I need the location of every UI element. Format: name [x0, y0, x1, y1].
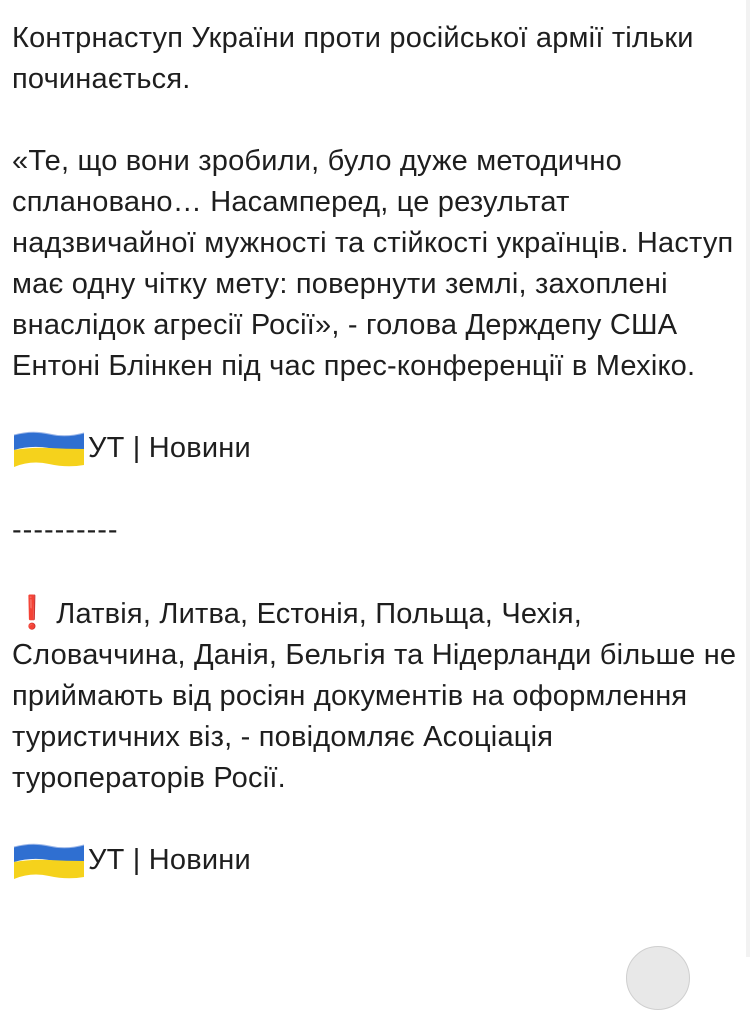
post-quote: «Те, що вони зробили, було дуже методично сплановано… Насамперед, це результат надзвичайної мужності та стійкості українців. Наступ має одну чітку мету: повернути землі, захоплені внаслідок агресії Росії», - голова Держдепу США Ентоні Блінкен під час прес-конференції в Мехіко. — [12, 145, 734, 382]
separator-line: ---------- — [12, 514, 119, 546]
spacer — [12, 551, 742, 592]
message-body — [12, 18, 742, 881]
exclamation-icon: ❗ — [12, 594, 53, 630]
post-headline: Контрнаступ України проти російської армії тільки починається. — [12, 22, 694, 95]
post2-text-block — [12, 592, 742, 799]
scrollbar-track — [746, 0, 750, 957]
source-label[interactable]: УТ | Новини — [88, 432, 251, 464]
source-link[interactable] — [12, 840, 742, 881]
source-link[interactable] — [12, 428, 742, 469]
post2-text: Латвія, Литва, Естонія, Польща, Чехія, Словаччина, Данія, Бельгія та Нідерланди більше не приймають від росіян документів на оформлення туристичних віз, - повідомляє Асоціація туроператорів Росії. — [12, 598, 737, 794]
scroll-down-button[interactable] — [626, 946, 690, 1010]
source-label[interactable]: УТ | Новини — [88, 844, 251, 876]
ukraine-flag-icon — [12, 841, 86, 881]
spacer — [12, 100, 742, 141]
spacer — [12, 469, 742, 510]
spacer — [12, 387, 742, 428]
spacer — [12, 799, 742, 840]
ukraine-flag-icon — [12, 429, 86, 469]
